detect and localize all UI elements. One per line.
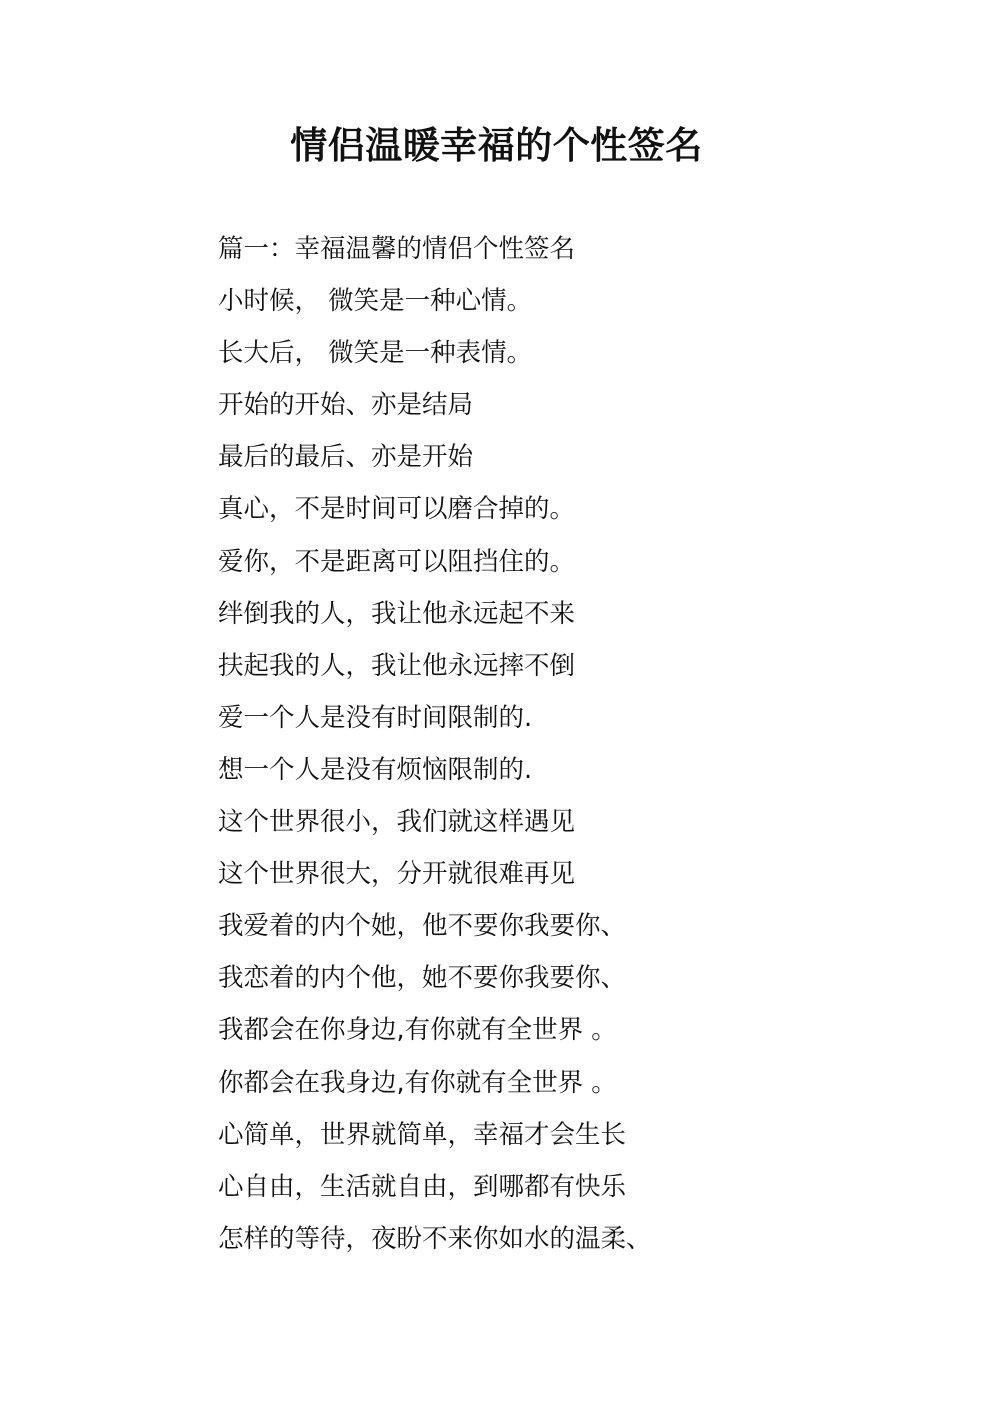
text-line: 长大后， 微笑是一种表情。 xyxy=(218,338,533,369)
text-line: 扶起我的人，我让他永远摔不倒 xyxy=(218,650,576,681)
text-line: 怎样的等待，夜盼不来你如水的温柔、 xyxy=(218,1223,652,1254)
text-line: 你都会在我身边,有你就有全世界 。 xyxy=(218,1067,617,1098)
text-line: 小时候， 微笑是一种心情。 xyxy=(218,286,533,317)
text-line: 这个世界很小，我们就这样遇见 xyxy=(218,807,576,838)
text-line: 爱你，不是距离可以阻挡住的。 xyxy=(218,546,576,577)
signature-lines xyxy=(218,223,938,1265)
text-line: 我都会在你身边,有你就有全世界 。 xyxy=(218,1015,617,1046)
document-title: 情侣温暖幸福的个性签名 xyxy=(290,124,703,167)
text-line: 我恋着的内个他，她不要你我要你、 xyxy=(218,963,627,994)
text-line: 真心，不是时间可以磨合掉的。 xyxy=(218,494,576,525)
text-line: 开始的开始、亦是结局 xyxy=(218,390,474,421)
text-line: 这个世界很大，分开就很难再见 xyxy=(218,859,576,890)
text-line: 最后的最后、亦是开始 xyxy=(218,442,474,473)
text-line: 心简单，世界就简单，幸福才会生长 xyxy=(218,1119,627,1150)
text-line: 心自由，生活就自由，到哪都有快乐 xyxy=(218,1171,627,1202)
text-line: 篇一：幸福温馨的情侣个性签名 xyxy=(218,234,576,264)
text-line: 绊倒我的人，我让他永远起不来 xyxy=(218,598,576,629)
text-line: 我爱着的内个她，他不要你我要你、 xyxy=(218,911,627,942)
text-line: 爱一个人是没有时间限制的. xyxy=(218,702,533,733)
text-line: 想一个人是没有烦恼限制的. xyxy=(218,754,533,785)
